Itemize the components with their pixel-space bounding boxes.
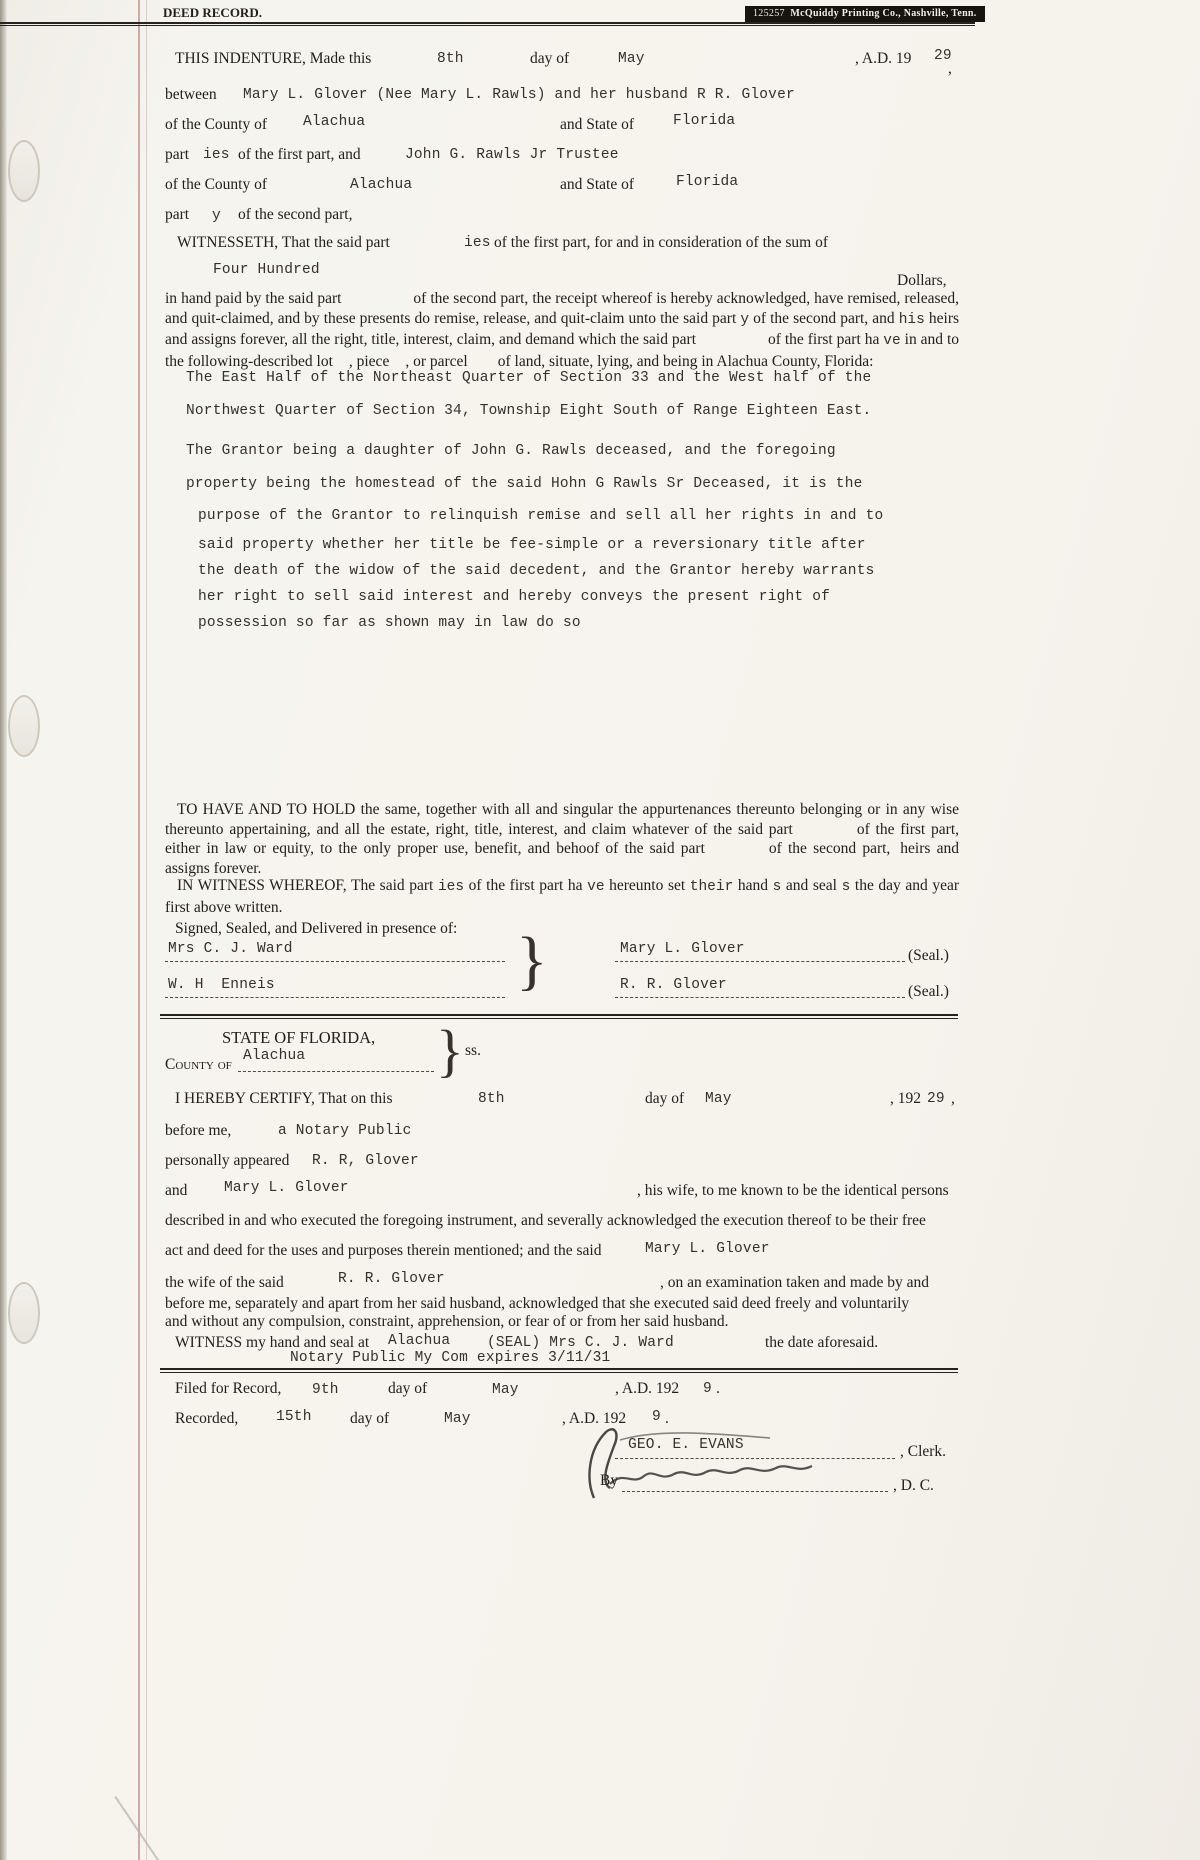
filed-year-entry: 9 [703,1381,712,1397]
form-blank [696,343,768,344]
party-suffix-entry: y [212,208,221,224]
second-part-label: of the second part, [238,206,353,223]
filed-day-entry: 9th [312,1382,339,1398]
period: . [665,1410,669,1427]
first-part-and-label: of the first part, and [238,146,361,163]
printer-imprint [745,6,985,22]
paragraph-text: of the second part, the receipt whereof is hereby acknowledged, have remised, released, and quit-claimed, and by these presents do remise, release, and quit-claim unto the said part [165,290,959,327]
day-of-label: day of [645,1090,685,1107]
paragraph-text: of the second part, [768,840,891,857]
grantor2-signature: R. R. Glover [620,977,727,993]
filed-label: Filed for Record, [175,1380,282,1397]
paragraph-text: and seal [785,877,837,894]
form-blank [468,365,498,366]
description-line: said property whether her title be fee-simple or a reversionary title after [198,537,866,553]
clerk-label: , Clerk. [900,1443,947,1460]
grantors-entry: Mary L. Glover (Nee Mary L. Rawls) and her husband R R. Glover [243,87,795,103]
paragraph-text: in hand paid by the said part [165,290,342,307]
paragraph-text: , or parcel [405,352,468,370]
period: . [716,1380,720,1397]
grantor1-signature: Mary L. Glover [620,941,745,957]
description-line: her right to sell said interest and hereby conveys the present right of [198,589,831,605]
between-label: between [165,86,217,103]
day-of-label: day of [350,1410,390,1427]
ack-year-entry: 29 [927,1091,945,1107]
ack-year-label: , 192 [890,1090,921,1107]
husband-entry: R. R. Glover [338,1271,445,1287]
description-line: Northwest Quarter of Section 34, Township Eight South of Range Eighteen East. [186,403,872,419]
county-entry: Alachua [243,1048,306,1064]
section-divider [160,1014,958,1019]
description-line: possession so far as shown may in law do so [198,615,581,631]
county-of-label: of the County of [165,116,268,133]
grantee-entry: John G. Rawls Jr Trustee [405,147,619,163]
by-label: By [600,1472,619,1489]
witness-whereof-paragraph [165,876,959,917]
ve-entry: ve [883,333,901,349]
paragraph-text: of the second part, and [753,309,895,327]
state1-entry: Florida [673,113,736,129]
ies-entry: ies [437,879,465,895]
paragraph-text: hand [737,877,769,894]
witness-brace: } [516,924,548,997]
recorded-day-entry: 15th [276,1409,312,1425]
description-line: the death of the widow of the said decedent, and the Grantor hereby warrants [198,563,875,579]
commission-entry: Notary Public My Com expires 3/11/31 [290,1350,611,1366]
paragraph-text: hereunto set [609,877,686,894]
ledger-margin-line-2 [146,0,147,1860]
day-of-label: day of [388,1380,428,1397]
witness2-signature: W. H Enneis [168,977,275,993]
officer-entry: a Notary Public [278,1123,412,1139]
recorded-label: Recorded, [175,1410,239,1427]
ack-body-line: the wife of the said [165,1274,284,1291]
day-entry: 8th [437,51,464,67]
ack-year-comma: , [951,1090,955,1107]
witnesseth-ies-entry: ies [464,235,491,251]
deed-record-title: DEED RECORD. [163,5,262,20]
imprint-name: McQuiddy Printing Co., Nashville, Tenn. [790,8,977,19]
description-line: The East Half of the Northeast Quarter of Section 33 and the West half of the [186,370,872,386]
header-rule [0,22,975,26]
witness1-signature: Mrs C. J. Ward [168,941,293,957]
paragraph-text: TO HAVE AND TO HOLD the same, together with all and singular the appurtenances thereunto belonging or in any wise thereunto appertaining, and all the estate, right, title, interest, and claim whatever of the said part [165,801,959,838]
paragraph-text: heirs and assigns forever, all the right, title, interest, claim, and demand which the said part [165,309,960,348]
part-label: part [165,146,190,163]
paper-left-edge [0,0,7,1860]
county1-entry: Alachua [303,114,366,130]
his-entry: his [898,311,925,328]
state2-entry: Florida [676,174,739,190]
state-of-label: and State of [560,176,635,193]
place-entry: Alachua [388,1333,451,1349]
dollars-label: Dollars, [897,272,947,289]
paragraph-text: the day and year first above written. [165,877,960,916]
form-blank [333,365,349,366]
year-comma: , [948,60,952,77]
said-name-entry: Mary L. Glover [645,1241,770,1257]
county-of-label: of the County of [165,176,268,193]
ack-body-line: described in and who executed the foregoing instrument, and severally acknowledged the execution thereof to be their free [165,1212,926,1229]
ack-body-line: and without any compulsion, constraint, apprehension, or fear of or from her said husband. [165,1313,729,1330]
habendum-paragraph [165,800,959,878]
binding-hole [8,695,40,757]
day-of-label: day of [530,50,570,67]
date-aforesaid-label: the date aforesaid. [765,1334,879,1351]
s-entry: s [841,879,851,895]
witness-seal-label: WITNESS my hand and seal at [175,1334,370,1351]
filed-month-entry: May [492,1382,519,1398]
ack-body-line: before me, separately and apart from her said husband, acknowledged that she executed said deed freely and voluntarily [165,1295,910,1312]
ack-day-entry: 8th [478,1091,505,1107]
witnesseth-label: WITNESSETH, That the said part [177,234,390,251]
county2-entry: Alachua [350,177,413,193]
deputy-clerk-signature [580,1420,910,1505]
description-line: The Grantor being a daughter of John G. Rawls deceased, and the foregoing [186,443,836,459]
imprint-number: 125257 [753,8,785,19]
form-blank [705,852,769,853]
ss-label: ss. [465,1042,481,1059]
paragraph-text: IN WITNESS WHEREOF, The said part [177,877,434,894]
personally-appeared-label: personally appeared [165,1152,290,1169]
form-blank [793,833,857,834]
before-me-label: before me, [165,1122,232,1139]
ad-19-label: , A.D. 19 [855,50,912,67]
recorded-month-entry: May [444,1411,471,1427]
amount-entry: Four Hundred [213,262,320,278]
paragraph-text: of the first part, either in law or equity, to the only proper use, benefit, and behoof of the said part [165,820,959,857]
form-blank [890,852,900,853]
party-y-entry: y [740,311,750,328]
made-this-label: THIS INDENTURE, Made this [175,50,372,67]
binding-hole [8,140,40,202]
paragraph-text: of the first part ha [468,877,583,894]
s-entry: s [772,879,782,895]
form-blank [389,365,405,366]
county-heading-label: County of [165,1056,232,1073]
description-line: purpose of the Grantor to relinquish remise and sell all her rights in and to [198,508,884,524]
paragraph-text: of the first part ha [768,331,880,348]
form-blank [341,302,413,303]
ve-entry: ve [587,879,605,895]
month-entry: May [618,51,645,67]
person1-entry: R. R, Glover [312,1153,419,1169]
witnesseth-label-2: of the first part, for and in consideration of the sum of [494,234,829,251]
parties-suffix-entry: ies [203,147,230,163]
part-label: part [165,206,190,223]
presence-label: Signed, Sealed, and Delivered in presence of: [175,920,458,937]
ack-body-line: act and deed for the uses and purposes therein mentioned; and the said [165,1242,602,1259]
person2-entry: Mary L. Glover [224,1180,349,1196]
ack-body-line: , on an examination taken and made by and [660,1274,930,1291]
seal-label: (Seal.) [908,947,949,964]
paragraph-text: heirs and assigns forever. [165,840,959,877]
consideration-paragraph [165,289,959,371]
year-entry: 29 [934,48,952,64]
paragraph-text: in and to the following-described lot [165,331,960,370]
ad-192-label: , A.D. 192 [615,1380,680,1397]
ack-month-entry: May [705,1091,732,1107]
section-divider [160,1368,958,1373]
state-of-label: and State of [560,116,635,133]
clerk-name-entry: GEO. E. EVANS [628,1437,744,1453]
wife-text: , his wife, to me known to be the identical persons [637,1182,949,1199]
paragraph-text: of land, situate, lying, and being in Alachua County, Florida: [497,352,874,370]
description-line: property being the homestead of the said Hohn G Rawls Sr Deceased, it is the [186,476,863,492]
notary-seal-entry: (SEAL) Mrs C. J. Ward [487,1335,674,1351]
and-label: and [165,1182,188,1199]
dc-label: , D. C. [893,1477,934,1494]
ss-brace: } [436,1018,464,1083]
seal-label: (Seal.) [908,983,949,1000]
their-entry: their [689,879,734,895]
certify-label: I HEREBY CERTIFY, That on this [175,1090,393,1107]
paragraph-text: , piece [348,352,390,370]
ledger-margin-line [138,0,140,1860]
ad-192-label: , A.D. 192 [562,1410,627,1427]
state-heading: STATE OF FLORIDA, [222,1028,376,1047]
recorded-year-entry: 9 [652,1409,661,1425]
binding-hole [8,1282,40,1344]
